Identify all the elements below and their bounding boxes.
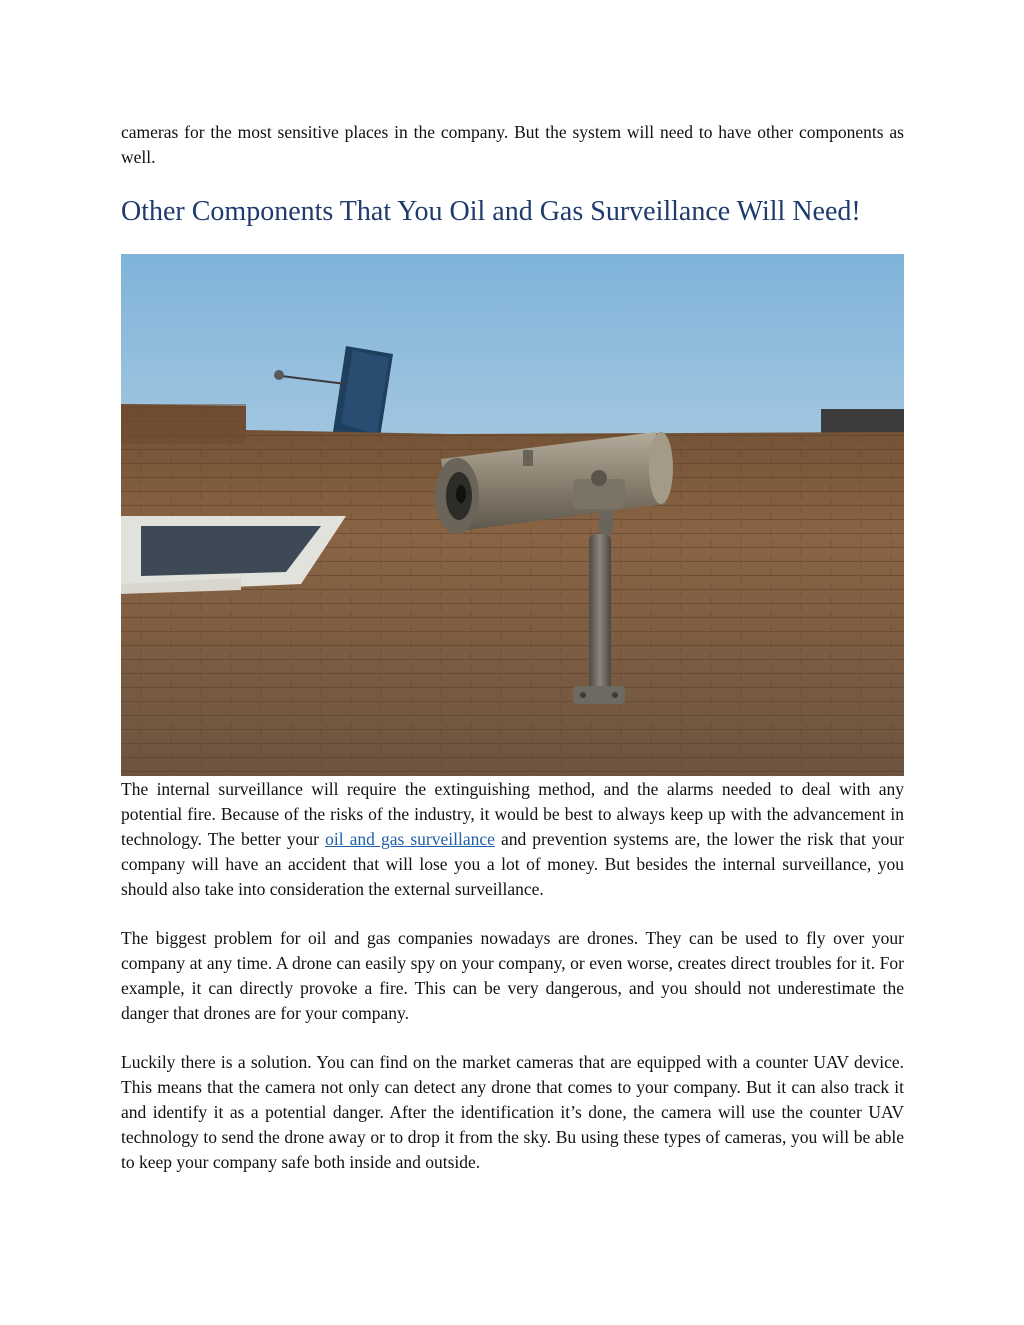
paragraph-counter-uav: Luckily there is a solution. You can find on the market cameras that are equipped with a counter UAV device. This means that the camera not only can detect any drone that comes to your company. But it can also track it and identify it as a potential danger. After the identification it’s done, the camera will use the counter UAV technology to send the drone away or to drop it from the sky. Bu using these types of cameras, you will be able to keep your company safe both inside and outside. <box>121 1052 904 1172</box>
para1-text-after: and prevention systems are, the lower the risk that your company will have an accident that will lose you a lot of money. But besides the internal surveillance, you should also take into consideration the external surveillance. <box>121 829 904 899</box>
paragraph-internal-surveillance <box>121 777 904 902</box>
oil-gas-surveillance-link[interactable]: oil and gas surveillance <box>325 829 495 849</box>
para1-text-before: The internal surveillance will require the extinguishing method, and the alarms needed to deal with any potential fire. Because of the risks of the industry, it would be best to always keep up with the advancement in technology. The better your <box>121 779 904 849</box>
intro-paragraph: cameras for the most sensitive places in the company. But the system will need to have other components as well. <box>121 122 904 167</box>
paragraph-drones: The biggest problem for oil and gas companies nowadays are drones. They can be used to fly over your company at any time. A drone can easily spy on your company, or even worse, creates direct troubles for it. For example, it can directly provoke a fire. This can be very dangerous, and you should not underestimate the danger that drones are for your company. <box>121 928 904 1023</box>
security-camera-photo <box>121 254 904 776</box>
section-heading: Other Components That You Oil and Gas Surveillance Will Need! <box>121 196 861 227</box>
